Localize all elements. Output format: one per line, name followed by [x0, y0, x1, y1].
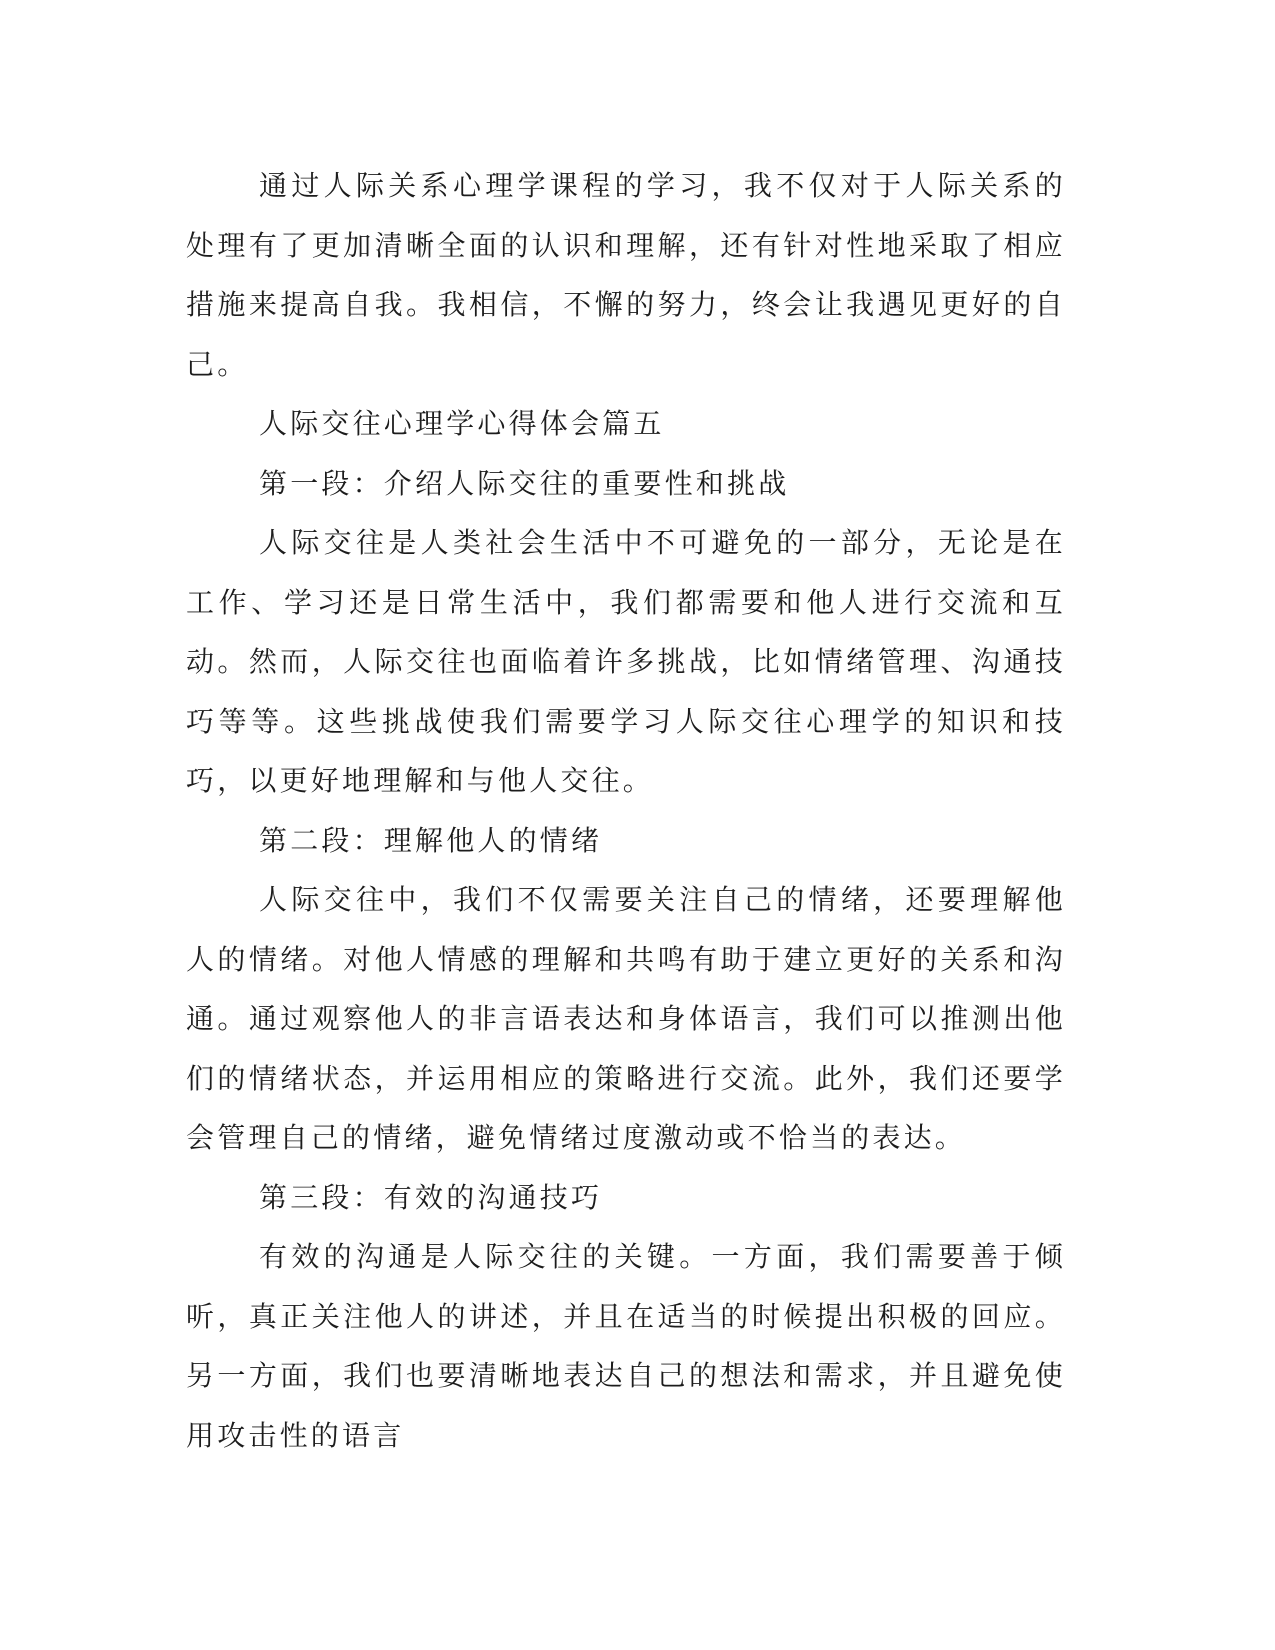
heading-part-one: 第一段：介绍人际交往的重要性和挑战	[259, 466, 790, 500]
paragraph-part-three: 有效的沟通是人际交往的关键。一方面，我们需要善于倾听，真正关注他人的讲述，并且在适当的时候提出积极的回应。另一方面，我们也要清晰地表达自己的想法和需求，并且避免使用攻击性的语言	[186, 1240, 1066, 1452]
paragraph-part-two: 人际交往中，我们不仅需要关注自己的情绪，还要理解他人的情绪。对他人情感的理解和共鸣有助于建立更好的关系和沟通。通过观察他人的非言语表达和身体语言，我们可以推测出他们的情绪状态，并运用相应的策略进行交流。此外，我们还要学会管理自己的情绪，避免情绪过度激动或不恰当的表达。	[186, 883, 1066, 1154]
document-body	[186, 156, 1066, 1465]
section-title: 人际交往心理学心得体会篇五	[259, 407, 665, 440]
heading-part-three: 第三段：有效的沟通技巧	[259, 1180, 603, 1214]
paragraph-conclusion: 通过人际关系心理学课程的学习，我不仅对于人际关系的处理有了更加清晰全面的认识和理解，还有针对性地采取了相应措施来提高自我。我相信，不懈的努力，终会让我遇见更好的自己。	[186, 169, 1066, 381]
heading-part-two: 第二段：理解他人的情绪	[259, 823, 603, 857]
paragraph-part-one: 人际交往是人类社会生活中不可避免的一部分，无论是在工作、学习还是日常生活中，我们都需要和他人进行交流和互动。然而，人际交往也面临着许多挑战，比如情绪管理、沟通技巧等等。这些挑战使我们需要学习人际交往心理学的知识和技巧，以更好地理解和与他人交往。	[186, 526, 1066, 797]
